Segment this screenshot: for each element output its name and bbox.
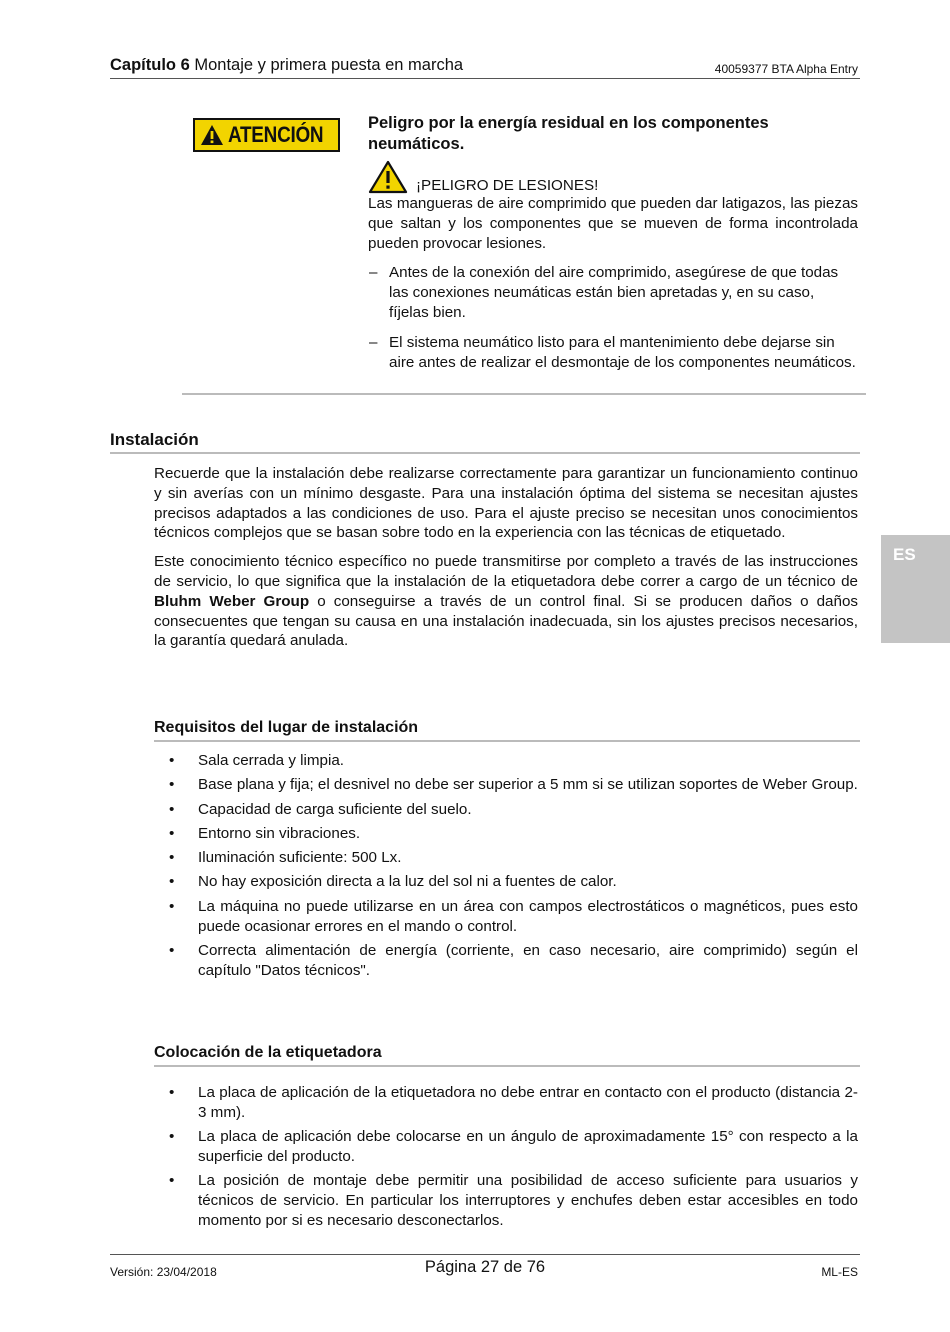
requirements-heading: Requisitos del lugar de instalación xyxy=(154,718,860,742)
chapter-title: Montaje y primera puesta en marcha xyxy=(194,56,464,74)
list-item: • Sala cerrada y limpia. xyxy=(154,751,858,771)
installation-text xyxy=(154,464,858,660)
paragraph-text: Este conocimiento técnico específico no puede transmitirse por completo a través de las instrucciones de servicio, lo que significa que la instalación de la etiquetadora debe correr a cargo de un técnico de xyxy=(154,553,858,590)
list-item: • La máquina no puede utilizarse en un área con campos electrostáticos o magnéticos, pues esto puede ocasionar errores en el mando o control. xyxy=(154,897,858,937)
list-item: • Capacidad de carga suficiente del suelo. xyxy=(154,800,858,820)
attention-badge xyxy=(193,118,340,152)
list-item: • Correcta alimentación de energía (corriente, en caso necesario, aire comprimido) según el capítulo "Datos técnicos". xyxy=(154,941,858,981)
chapter-heading xyxy=(110,56,463,76)
list-item: • Base plana y fija; el desnivel no debe ser superior a 5 mm si se utilizan soportes de Weber Group. xyxy=(154,775,858,795)
installation-paragraph-2 xyxy=(154,552,858,651)
warning-title: Peligro por la energía residual en los componentes neumáticos. xyxy=(368,114,769,153)
language-tab: ES xyxy=(881,535,950,643)
warning-divider xyxy=(182,393,866,395)
page-header xyxy=(110,55,860,79)
paragraph-text: o conseguirse a través de un control final. Si se producen daños o daños consecuentes que tengan su causa en una instalación inadecuada, sin los ajustes precisos necesarios, la garantía quedará anulada. xyxy=(154,592,858,650)
company-name: Bluhm Weber Group xyxy=(154,592,310,610)
attention-label: ATENCIÓN xyxy=(228,122,324,148)
requirements-list xyxy=(154,751,858,985)
list-item: • La placa de aplicación de la etiquetadora no debe entrar en contacto con el producto (distancia 2-3 mm). xyxy=(154,1083,858,1123)
hazard-line xyxy=(368,160,858,194)
page-number: Página 27 de 76 xyxy=(424,1258,546,1276)
list-item: • La posición de montaje debe permitir una posibilidad de acceso suficiente para usuarios y técnicos de servicio. En particular los interruptores y enchufes deben estar accesibles en todo momento por si es necesario desconectarlos. xyxy=(154,1171,858,1230)
list-item: • La placa de aplicación debe colocarse en un ángulo de aproximadamente 15° con respecto a la superficie del producto. xyxy=(154,1127,858,1167)
installation-heading: Instalación xyxy=(110,430,860,454)
installation-paragraph-1: Recuerde que la instalación debe realizarse correctamente para garantizar un funcionamiento continuo y sin averías con un mínimo desgaste. Para una instalación óptima del sistema se necesitan ajustes precisos adaptados a las condiciones de uso. Para el ajuste preciso se necesitan unos conocimientos técnicos complejos que se basan sobre todo en la experiencia con las técnicas de etiquetado. xyxy=(154,465,858,542)
page-footer xyxy=(110,1254,860,1278)
warning-body: Las mangueras de aire comprimido que pueden dar latigazos, las piezas que saltan y los componentes que se mueven de forma incontrolada pueden provocar lesiones. xyxy=(368,195,858,252)
warning-triangle-icon xyxy=(200,124,224,146)
placement-list xyxy=(154,1083,858,1235)
version-date: Versión: 23/04/2018 xyxy=(110,1265,217,1279)
list-item: • Iluminación suficiente: 500 Lx. xyxy=(154,848,858,868)
chapter-number: Capítulo 6 xyxy=(110,56,190,74)
document-id: 40059377 BTA Alpha Entry xyxy=(714,62,858,76)
list-item: • Entorno sin vibraciones. xyxy=(154,824,858,844)
warning-step: – Antes de la conexión del aire comprimido, asegúrese de que todas las conexiones neumáticas están bien apretadas y, en su caso, fíjelas bien. xyxy=(368,263,858,322)
warning-block xyxy=(368,113,858,382)
hazard-text: ¡PELIGRO DE LESIONES! xyxy=(416,177,599,194)
hazard-triangle-icon xyxy=(368,160,408,194)
warning-step: – El sistema neumático listo para el mantenimiento debe dejarse sin aire antes de realizar el desmontaje de los componentes neumáticos. xyxy=(368,333,858,373)
placement-heading: Colocación de la etiquetadora xyxy=(154,1043,860,1067)
language-code: ML-ES xyxy=(821,1265,858,1279)
warning-steps xyxy=(368,263,858,372)
list-item: • No hay exposición directa a la luz del sol ni a fuentes de calor. xyxy=(154,872,858,892)
